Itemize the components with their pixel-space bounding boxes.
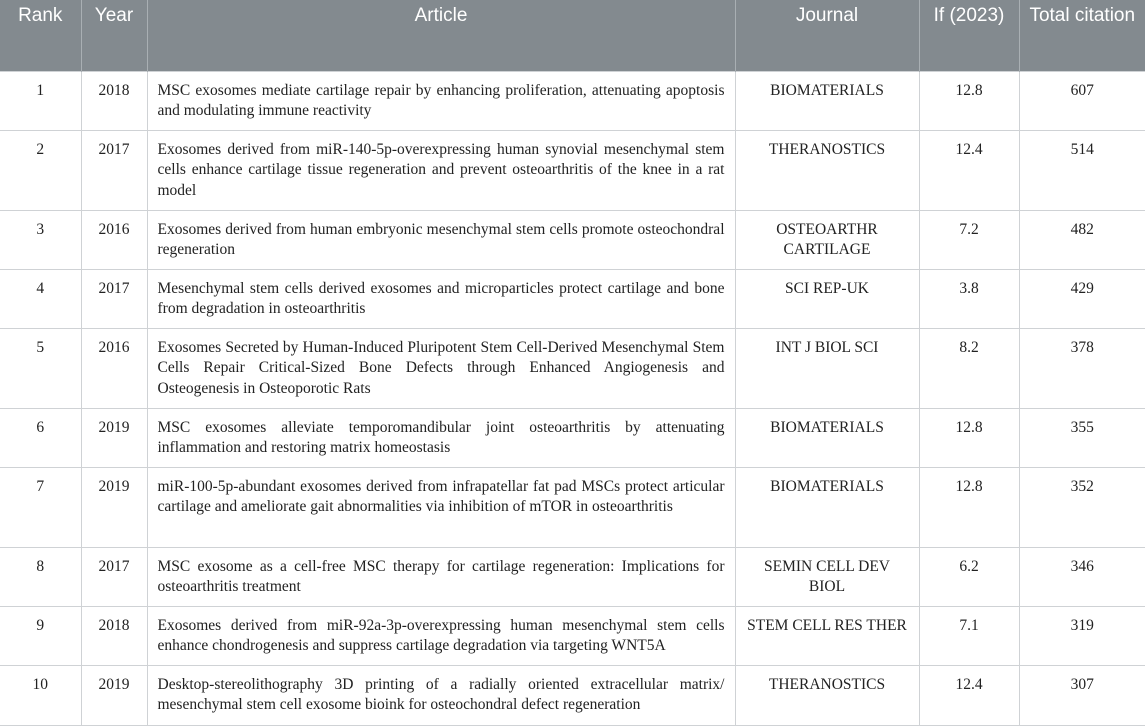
impact-factor-cell: 12.8 <box>919 467 1019 547</box>
citation-cell: 346 <box>1019 547 1145 606</box>
table-row <box>0 328 1145 408</box>
impact-factor-cell: 6.2 <box>919 547 1019 606</box>
table-row <box>0 665 1145 725</box>
journal-cell: OSTEOARTHR CARTILAGE <box>735 210 919 269</box>
table-row <box>0 606 1145 665</box>
citation-cell: 482 <box>1019 210 1145 269</box>
article-cell: miR-100-5p-abundant exosomes derived from infrapatellar fat pad MSCs protect articular cartilage and ameliorate gait abnormalities via inhibition of mTOR in osteoarthritis <box>147 467 735 547</box>
rank-cell: 7 <box>0 467 81 547</box>
journal-cell: INT J BIOL SCI <box>735 328 919 408</box>
rank-cell: 2 <box>0 130 81 210</box>
table-body <box>0 71 1145 725</box>
impact-factor-cell: 12.4 <box>919 665 1019 725</box>
impact-factor-cell: 8.2 <box>919 328 1019 408</box>
citation-cell: 355 <box>1019 408 1145 467</box>
table-row <box>0 467 1145 547</box>
table-row <box>0 408 1145 467</box>
journal-cell: BIOMATERIALS <box>735 408 919 467</box>
journal-cell: SEMIN CELL DEV BIOL <box>735 547 919 606</box>
header-journal: Journal <box>735 0 919 71</box>
article-cell: Exosomes derived from miR-140-5p-overexpressing human synovial mesenchymal stem cells enhance cartilage tissue regeneration and prevent osteoarthritis of the knee in a rat model <box>147 130 735 210</box>
impact-factor-cell: 12.8 <box>919 408 1019 467</box>
journal-cell: THERANOSTICS <box>735 665 919 725</box>
impact-factor-cell: 12.4 <box>919 130 1019 210</box>
article-cell: MSC exosomes alleviate temporomandibular joint osteoarthritis by attenuating inflammation and restoring matrix homeostasis <box>147 408 735 467</box>
year-cell: 2018 <box>81 606 147 665</box>
table-row <box>0 547 1145 606</box>
rank-cell: 1 <box>0 71 81 130</box>
article-cell: MSC exosome as a cell-free MSC therapy for cartilage regeneration: Implications for osteoarthritis treatment <box>147 547 735 606</box>
header-year: Year <box>81 0 147 71</box>
impact-factor-cell: 7.2 <box>919 210 1019 269</box>
article-cell: Exosomes Secreted by Human-Induced Pluripotent Stem Cell-Derived Mesenchymal Stem Cells Repair Critical-Sized Bone Defects through Enhanced Angiogenesis and Osteogenesis in Osteoporotic Rats <box>147 328 735 408</box>
rank-cell: 4 <box>0 269 81 328</box>
citation-cell: 352 <box>1019 467 1145 547</box>
impact-factor-cell: 3.8 <box>919 269 1019 328</box>
table-row <box>0 71 1145 130</box>
rank-cell: 5 <box>0 328 81 408</box>
year-cell: 2018 <box>81 71 147 130</box>
article-cell: Desktop-stereolithography 3D printing of a radially oriented extracellular matrix/ mesenchymal stem cell exosome bioink for osteochondral defect regeneration <box>147 665 735 725</box>
rank-cell: 9 <box>0 606 81 665</box>
journal-cell: BIOMATERIALS <box>735 467 919 547</box>
citation-cell: 514 <box>1019 130 1145 210</box>
year-cell: 2019 <box>81 408 147 467</box>
citation-cell: 378 <box>1019 328 1145 408</box>
rank-cell: 8 <box>0 547 81 606</box>
year-cell: 2016 <box>81 328 147 408</box>
citation-cell: 307 <box>1019 665 1145 725</box>
rank-cell: 3 <box>0 210 81 269</box>
journal-cell: SCI REP-UK <box>735 269 919 328</box>
header-impact-factor: If (2023) <box>919 0 1019 71</box>
impact-factor-cell: 12.8 <box>919 71 1019 130</box>
article-cell: Mesenchymal stem cells derived exosomes and microparticles protect cartilage and bone from degradation in osteoarthritis <box>147 269 735 328</box>
year-cell: 2016 <box>81 210 147 269</box>
header-total-citation: Total citation <box>1019 0 1145 71</box>
impact-factor-cell: 7.1 <box>919 606 1019 665</box>
article-cell: Exosomes derived from human embryonic mesenchymal stem cells promote osteochondral regeneration <box>147 210 735 269</box>
table-row <box>0 210 1145 269</box>
header-article: Article <box>147 0 735 71</box>
citation-cell: 319 <box>1019 606 1145 665</box>
table-header <box>0 0 1145 71</box>
year-cell: 2019 <box>81 467 147 547</box>
table-row <box>0 269 1145 328</box>
journal-cell: STEM CELL RES THER <box>735 606 919 665</box>
year-cell: 2017 <box>81 269 147 328</box>
citation-cell: 607 <box>1019 71 1145 130</box>
year-cell: 2019 <box>81 665 147 725</box>
journal-cell: BIOMATERIALS <box>735 71 919 130</box>
article-cell: Exosomes derived from miR-92a-3p-overexpressing human mesenchymal stem cells enhance chondrogenesis and suppress cartilage degradation via targeting WNT5A <box>147 606 735 665</box>
year-cell: 2017 <box>81 547 147 606</box>
journal-cell: THERANOSTICS <box>735 130 919 210</box>
rank-cell: 10 <box>0 665 81 725</box>
table-row <box>0 130 1145 210</box>
header-row <box>0 0 1145 71</box>
year-cell: 2017 <box>81 130 147 210</box>
citation-cell: 429 <box>1019 269 1145 328</box>
article-cell: MSC exosomes mediate cartilage repair by enhancing proliferation, attenuating apoptosis and modulating immune reactivity <box>147 71 735 130</box>
header-rank: Rank <box>0 0 81 71</box>
rank-cell: 6 <box>0 408 81 467</box>
